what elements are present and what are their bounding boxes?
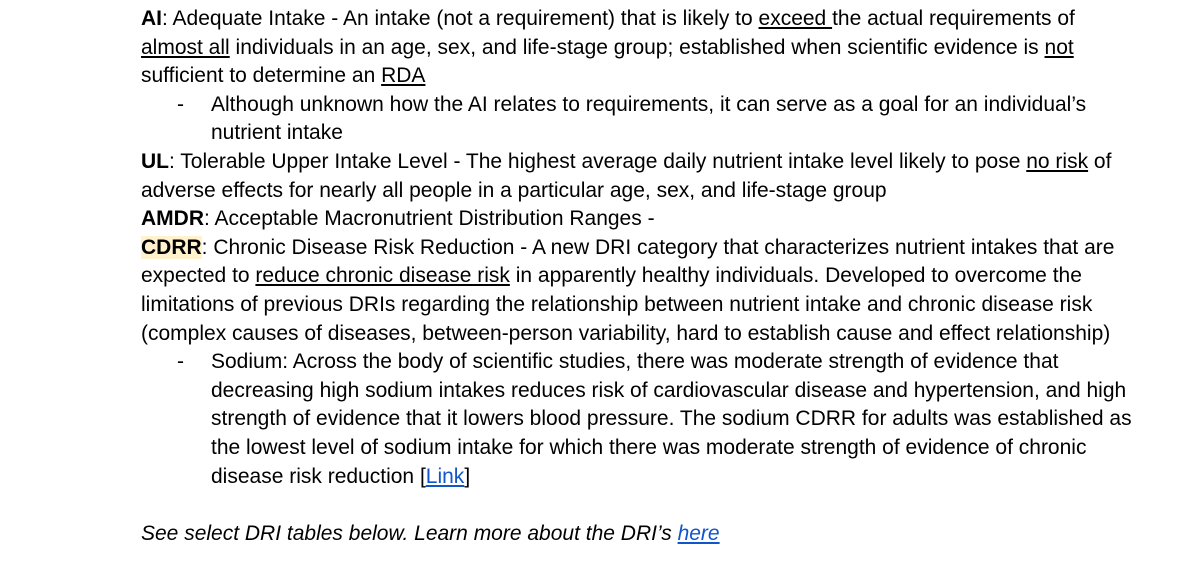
dri-learn-more-link[interactable]: here	[677, 521, 720, 545]
ai-text-3: individuals in an age, sex, and life-stage group; established when scientific evidence is	[229, 35, 1045, 59]
cdrr-colon: :	[201, 235, 214, 259]
ai-text-1: Adequate Intake - An intake (not a requirement) that is likely to	[172, 7, 759, 30]
ai-underline-rda: RDA	[381, 64, 426, 88]
ai-term: AI	[141, 7, 162, 30]
cdrr-bullet-text: Sodium: Across the body of scientific studies, there was moderate strength of evidence that decreasing high sodium intakes reduces risk of cardiovascular disease and hypertension, and high strength of evidence that it lowers blood pressure. The sodium CDRR for adults was established as the lowest level of sodium intake for which there was moderate strength of evidence of chronic disease risk reduction	[211, 350, 1132, 488]
footer-text: See select DRI tables below. Learn more about the DRI’s	[141, 521, 678, 545]
cdrr-term: CDRR	[141, 235, 202, 259]
amdr-definition	[141, 205, 1141, 234]
bullet-dash: -	[177, 350, 184, 374]
ai-bullet	[141, 91, 1141, 148]
ul-colon: :	[169, 149, 181, 173]
paragraph-spacer	[141, 491, 1141, 520]
bracket-open: [	[419, 464, 426, 488]
ai-underline-not: not	[1044, 35, 1074, 59]
bracket-close: ]	[464, 464, 471, 488]
amdr-text-1: Acceptable Macronutrient Distribution Ranges -	[214, 207, 655, 231]
amdr-term: AMDR	[141, 207, 204, 231]
ai-underline-almost-all: almost all	[141, 35, 230, 59]
ul-text-2: of adverse effects for nearly all people in a particular age, sex, and life-stage group	[141, 149, 1112, 202]
cdrr-text-1: Chronic Disease Risk Reduction - A new DRI category that characterizes nutrient intakes that are expected to	[141, 235, 1115, 288]
cdrr-definition	[141, 234, 1141, 348]
ai-definition	[141, 5, 1141, 91]
ai-text-4: sufficient to determine an	[141, 64, 382, 88]
ul-text-1: Tolerable Upper Intake Level - The highest average daily nutrient intake level likely to pose	[180, 149, 1027, 173]
footer-note	[141, 520, 1141, 549]
cdrr-underline-reduce-risk: reduce chronic disease risk	[255, 264, 510, 288]
ul-underline-no-risk: no risk	[1026, 149, 1089, 173]
document-body	[141, 5, 1141, 548]
bullet-dash: -	[177, 92, 184, 116]
amdr-colon: :	[204, 207, 215, 231]
sodium-source-link[interactable]: Link	[425, 464, 465, 488]
ul-definition	[141, 148, 1141, 205]
cdrr-bullet	[141, 348, 1141, 491]
ai-colon: :	[162, 7, 173, 30]
ai-underline-exceed: exceed	[758, 7, 833, 30]
ai-bullet-text: Although unknown how the AI relates to requirements, it can serve as a goal for an individual’s nutrient intake	[211, 92, 1087, 145]
ul-term: UL	[141, 149, 169, 173]
cdrr-text-2: in apparently healthy individuals. Developed to overcome the limitations of previous DRIs regarding the relationship between nutrient intake and chronic disease risk (complex causes of diseases, between-person variability, hard to establish cause and effect relationship)	[141, 264, 1111, 345]
ai-text-2: the actual requirements of	[832, 7, 1075, 30]
